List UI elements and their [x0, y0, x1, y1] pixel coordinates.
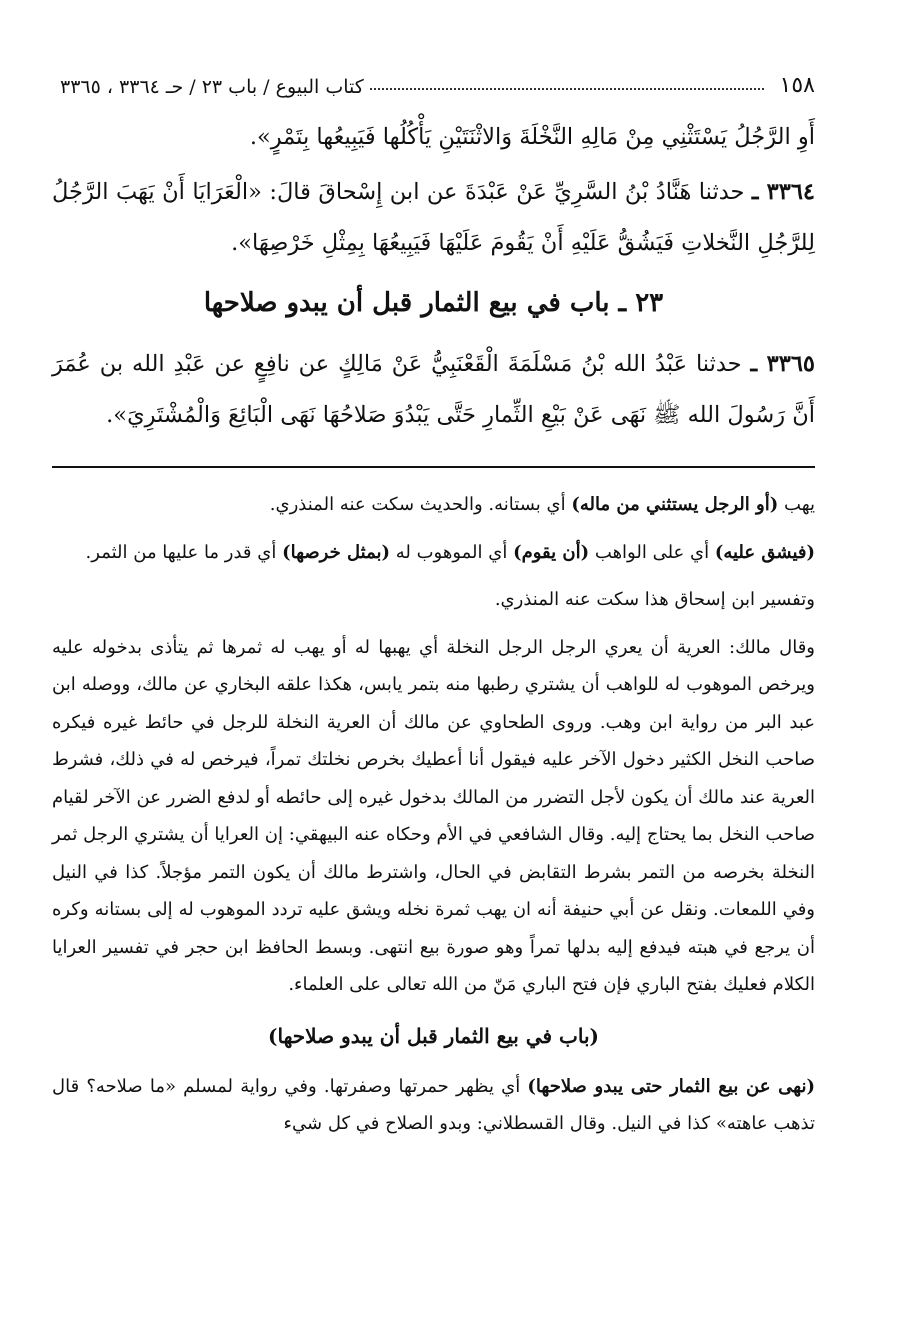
hadith-number: ٣٣٦٥ ـ	[750, 351, 815, 377]
running-title: كتاب البيوع / باب ٢٣ / حـ ٣٣٦٤ ، ٣٣٦٥	[60, 76, 364, 98]
note-lemma: (فيشق عليه)	[714, 541, 815, 563]
note-paragraph	[52, 534, 815, 572]
commentary-chapter-heading: (باب في بيع الثمار قبل أن يبدو صلاحها)	[268, 1023, 599, 1048]
main-text	[52, 112, 815, 441]
note-paragraph: وقال مالك: العرية أن يعري الرجل الرجل النخلة أي يهبها له أو يهب له ثمرها ثم يتأذى بدخوله عليه ويرخص الموهوب له للواهب أن يشتري رطبها منه بتمر يابس، هكذا علقه البخاري عن مالك، ووصله ابن عبد البر من رواية ابن وهب. وروى الطحاوي عن مالك أن العرية النخلة للرجل في حائط غيره فيكره صاحب النخل الكثير دخول الآخر عليه فيقول أنا أعطيك بخرص نخلتك تمراً، فيرخص له في ذلك، فشرط العرية عند مالك أن يكون لأجل التضرر من المالك بدخول غيره إلى حائطه أو لدفع الضرر عن الآخر لقيام صاحب النخل بما يحتاج إليه. وقال الشافعي في الأم وحكاه عنه البيهقي: إن العرايا أن يشتري الرجل ثمر النخلة بخرصه من التمر بشرط التقابض في الحال، واشترط مالك أن يكون التمر مؤجلاً. كذا في النيل وفي اللمعات. ونقل عن أبي حنيفة أنه ان يهب ثمرة نخله ويشق عليه تردد الموهوب له إلى بستانه وكره أن يرجع في هبته فيدفع إليه بدلها تمراً وهو صورة بيع انتهى. وبسط الحافظ ابن حجر في تفسير العرايا الكلام فعليك بفتح الباري فإن فتح الباري مَنّ من الله تعالى على العلماء.	[52, 636, 815, 995]
hadith-text: حدثنا هَنَّادُ بْنُ السَّرِيِّ عَنْ عَبْدَةَ عن ابن إِسْحاقَ قالَ: «الْعَرَايَا أَنْ يَهَبَ الرَّجُلُ لِلرَّجُلِ النَّخلاتِ فَيَشُقُّ عَلَيْهِ أَنْ يَقُومَ عَلَيْهَا فَيَبِيعُهَا بِمِثْلِ خَرْصِهَا».	[52, 179, 815, 256]
hadith-number: ٣٣٦٤ ـ	[751, 179, 815, 205]
note-text: يهب	[784, 494, 815, 515]
hadith-text: حدثنا عَبْدُ الله بْنُ مَسْلَمَةَ الْقَعْنَبِيُّ عَنْ مَالِكٍ عن نافِعٍ عن عَبْدِ الله بن عُمَرَ أَنَّ رَسُولَ الله ﷺ نَهَى عَنْ بَيْعِ الثِّمارِ حَتَّى يَبْدُوَ صَلاحُهَا نَهَى الْبَائِعَ وَالْمُشْتَرِيَ».	[52, 351, 815, 428]
page-number: ١٥٨	[779, 73, 815, 98]
note-text: أي بستانه. والحديث سكت عنه المنذري.	[269, 494, 566, 515]
note-text: أي قدر ما عليها من الثمر.	[85, 541, 277, 563]
chapter-heading: ٢٣ ـ باب في بيع الثمار قبل أن يبدو صلاحها	[203, 288, 664, 318]
note-paragraph	[52, 1068, 815, 1143]
note-lemma: (أن يقوم)	[513, 541, 590, 563]
hadith-3365	[52, 339, 815, 441]
header-dot-leader	[370, 87, 764, 90]
note-text: أي الموهوب له	[395, 541, 508, 563]
note-paragraph	[52, 486, 815, 524]
page-header	[60, 58, 815, 98]
hadith-continuation: أَوِ الرَّجُلُ يَسْتَثْنِي مِنْ مَالِهِ النَّخْلَةَ وَالاثْنَتَيْنِ يَأْكُلُها فَيَبِيعُها بِتَمْرٍ».	[249, 124, 815, 150]
hadith-3364	[52, 167, 815, 269]
note-lemma: (أو الرجل يستثني من ماله)	[571, 494, 779, 515]
note-lemma: (نهى عن بيع الثمار حتى يبدو صلاحها)	[527, 1075, 816, 1097]
note-text: أي يظهر حمرتها وصفرتها. وفي رواية لمسلم «ما صلاحه؟ قال تذهب عاهته» كذا في النيل. وقال القسطلاني: وبدو الصلاح في كل شيء	[52, 1075, 815, 1134]
note-lemma: (بمثل خرصها)	[282, 541, 390, 563]
footnote-divider	[52, 466, 815, 468]
commentary	[52, 486, 815, 1153]
note-paragraph: وتفسير ابن إسحاق هذا سكت عنه المنذري.	[494, 589, 815, 610]
note-text: أي على الواهب	[594, 541, 710, 563]
